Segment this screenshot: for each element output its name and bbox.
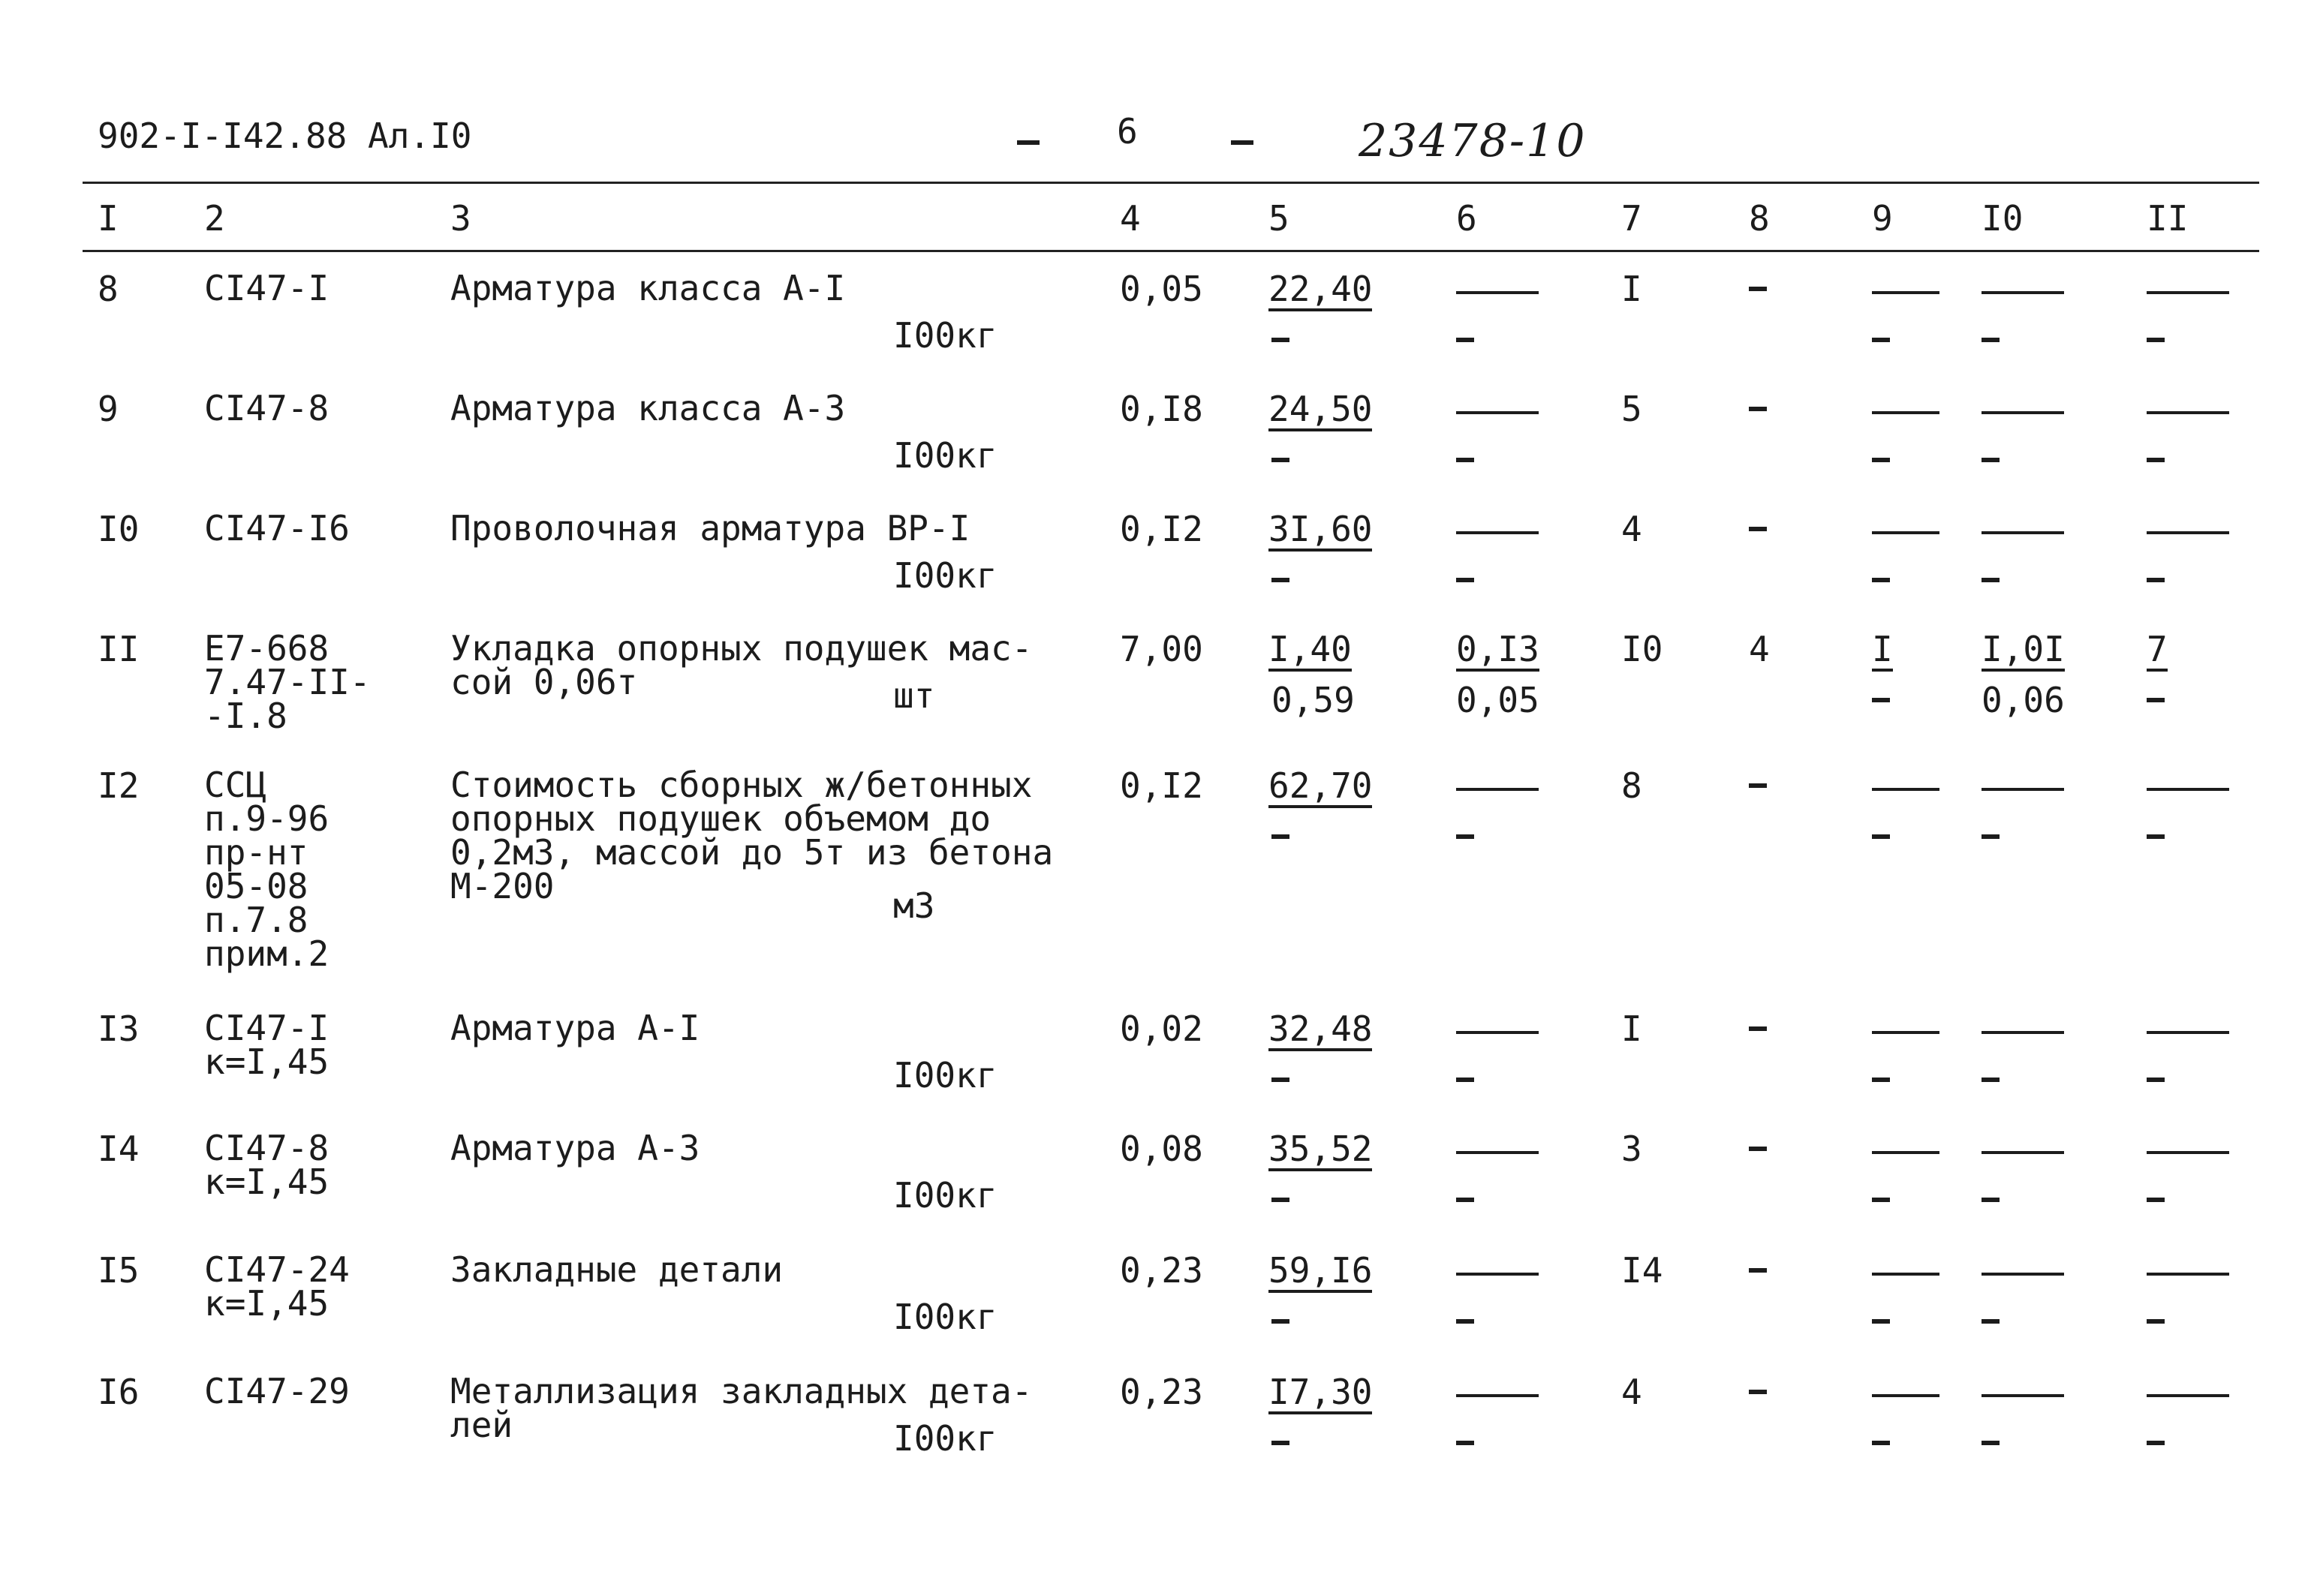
row-col7: 8 [1621, 765, 1642, 806]
column-header-1: I [98, 198, 119, 239]
row-col10-blank [1982, 411, 2064, 414]
row-col8-dash [1749, 783, 1767, 788]
row-col10-blank [1982, 1151, 2064, 1154]
row-number: I0 [98, 509, 140, 549]
row-col9-bottom-dash [1872, 1198, 1890, 1202]
row-code: CI47-I к=I,45 [204, 1008, 330, 1082]
row-col11-bottom-dash [2147, 1441, 2165, 1445]
row-col8-dash [1749, 527, 1767, 531]
row-col5-bottom-dash [1271, 1198, 1289, 1202]
row-unit: I00кг [893, 1175, 998, 1216]
table-header-rule [83, 250, 2259, 252]
row-col6-blank [1456, 1394, 1539, 1397]
row-col9-bottom-dash [1872, 578, 1890, 582]
row-col11-bottom-dash [2147, 458, 2165, 462]
row-col10-bottom-dash [1982, 834, 2000, 839]
row-col5-bottom: 0,59 [1271, 680, 1355, 720]
row-col10-bottom-dash [1982, 1198, 2000, 1202]
row-col9-bottom-dash [1872, 1441, 1890, 1445]
document-code: 902-I-I42.88 Ал.I0 [98, 116, 472, 156]
row-code: CI47-29 [204, 1371, 350, 1411]
row-col10-bottom-dash [1982, 338, 2000, 342]
column-header-5: 5 [1268, 198, 1289, 239]
row-col10-bottom-dash [1982, 458, 2000, 462]
row-col9-bottom-dash [1872, 1078, 1890, 1082]
row-col11-blank [2147, 1031, 2229, 1034]
header-dash-left [1017, 140, 1040, 145]
row-col11-blank [2147, 1273, 2229, 1276]
row-col5-top: 59,I6 [1268, 1253, 1372, 1293]
row-col8-dash [1749, 1268, 1767, 1273]
row-unit: шт [893, 675, 935, 716]
row-quantity: 0,I2 [1120, 509, 1203, 549]
row-quantity: 0,05 [1120, 269, 1203, 309]
row-col9-bottom-dash [1872, 458, 1890, 462]
row-number: I6 [98, 1372, 140, 1412]
row-col5-bottom-dash [1271, 338, 1289, 342]
row-col10-blank [1982, 788, 2064, 791]
row-col10-blank [1982, 1031, 2064, 1034]
row-col10-bottom: 0,06 [1982, 680, 2065, 720]
column-header-7: 7 [1621, 198, 1642, 239]
row-col11-top: 7 [2147, 632, 2168, 672]
row-col5-top: 22,40 [1268, 272, 1372, 311]
row-col8-dash [1749, 1147, 1767, 1151]
row-col6-bottom: 0,05 [1456, 680, 1539, 720]
table-top-rule [83, 182, 2259, 184]
row-col6-bottom-dash [1456, 1441, 1474, 1445]
row-col5-top: 24,50 [1268, 392, 1372, 431]
row-col5-top: 62,70 [1268, 768, 1372, 808]
row-col7: 3 [1621, 1129, 1642, 1169]
row-unit: м3 [893, 885, 935, 926]
row-unit: I00кг [893, 1055, 998, 1096]
row-col6-bottom-dash [1456, 458, 1474, 462]
page-number: 6 [1117, 111, 1138, 152]
row-col6-blank [1456, 1031, 1539, 1034]
row-col5-bottom-dash [1271, 1441, 1289, 1445]
row-description: Стоимость сборных ж/бетонных опорных подушек объемом до 0,2м3, массой до 5т из бетона М-200 [450, 765, 1054, 906]
row-quantity: 0,08 [1120, 1129, 1203, 1169]
row-quantity: 0,I8 [1120, 389, 1203, 429]
row-col6-bottom-dash [1456, 578, 1474, 582]
row-col11-bottom-dash [2147, 834, 2165, 839]
row-quantity: 0,I2 [1120, 765, 1203, 806]
row-col9-blank [1872, 1151, 1939, 1154]
row-col9-blank [1872, 1273, 1939, 1276]
row-col9-blank [1872, 411, 1939, 414]
column-header-10: I0 [1982, 198, 2024, 239]
row-col11-bottom-dash [2147, 338, 2165, 342]
row-col8-dash [1749, 407, 1767, 411]
row-col6-blank [1456, 788, 1539, 791]
row-col6-blank [1456, 531, 1539, 534]
row-col10-bottom-dash [1982, 1441, 2000, 1445]
row-code: CI47-24 к=I,45 [204, 1249, 350, 1324]
row-unit: I00кг [893, 315, 998, 356]
row-col5-top: I,40 [1268, 632, 1352, 672]
row-number: I2 [98, 765, 140, 806]
row-col6-bottom-dash [1456, 1078, 1474, 1082]
row-unit: I00кг [893, 435, 998, 476]
row-col9-bottom-dash [1872, 834, 1890, 839]
header-dash-right [1231, 140, 1253, 145]
row-code: CI47-I [204, 268, 330, 308]
row-col8-dash [1749, 287, 1767, 291]
row-description: Арматура класса А-I [450, 268, 846, 308]
row-number: I5 [98, 1250, 140, 1291]
row-number: 8 [98, 269, 119, 309]
row-number: I3 [98, 1008, 140, 1049]
row-col11-blank [2147, 291, 2229, 294]
row-description: Металлизация закладных дета- лей [450, 1371, 1033, 1445]
row-col5-bottom-dash [1271, 578, 1289, 582]
row-col9-blank [1872, 788, 1939, 791]
column-header-2: 2 [204, 198, 225, 239]
row-col11-blank [2147, 531, 2229, 534]
row-col7: I [1621, 1008, 1642, 1049]
row-quantity: 0,23 [1120, 1372, 1203, 1412]
row-col11-bottom-dash [2147, 698, 2165, 702]
row-col10-blank [1982, 531, 2064, 534]
row-col10-bottom-dash [1982, 578, 2000, 582]
row-col9-bottom-dash [1872, 698, 1890, 702]
row-col5-top: 35,52 [1268, 1132, 1372, 1171]
row-description: Укладка опорных подушек мас- сой 0,06т [450, 628, 1033, 702]
row-col10-blank [1982, 1273, 2064, 1276]
row-col7: 4 [1621, 509, 1642, 549]
row-description: Арматура класса А-3 [450, 388, 846, 428]
column-header-11: II [2147, 198, 2189, 239]
row-col7: I4 [1621, 1250, 1663, 1291]
row-description: Закладные детали [450, 1249, 784, 1290]
row-col7: 5 [1621, 389, 1642, 429]
handwritten-number: 23478-10 [1359, 115, 1587, 167]
row-col9-bottom-dash [1872, 1319, 1890, 1324]
row-col8-dash [1749, 1026, 1767, 1031]
row-col6-blank [1456, 1273, 1539, 1276]
row-col8-dash [1749, 1390, 1767, 1394]
row-description: Арматура А-I [450, 1008, 700, 1048]
row-quantity: 0,02 [1120, 1008, 1203, 1049]
row-col7: I [1621, 269, 1642, 309]
row-col5-bottom-dash [1271, 834, 1289, 839]
row-col9-bottom-dash [1872, 338, 1890, 342]
row-col10-bottom-dash [1982, 1319, 2000, 1324]
row-col7: 4 [1621, 1372, 1642, 1412]
row-col9-blank [1872, 291, 1939, 294]
column-header-9: 9 [1872, 198, 1893, 239]
row-unit: I00кг [893, 1418, 998, 1459]
row-col8: 4 [1749, 629, 1770, 669]
row-col9-blank [1872, 1031, 1939, 1034]
row-unit: I00кг [893, 555, 998, 596]
column-header-4: 4 [1120, 198, 1141, 239]
row-col11-blank [2147, 788, 2229, 791]
row-col9-blank [1872, 531, 1939, 534]
row-number: II [98, 629, 140, 669]
row-description: Проволочная арматура ВР-I [450, 508, 970, 549]
row-col11-bottom-dash [2147, 1198, 2165, 1202]
row-col10-blank [1982, 1394, 2064, 1397]
row-code: Е7-668 7.47-II- -I.8 [204, 628, 371, 736]
row-code: CI47-I6 [204, 508, 350, 549]
row-col11-bottom-dash [2147, 1078, 2165, 1082]
row-description: Арматура А-3 [450, 1128, 700, 1168]
row-unit: I00кг [893, 1297, 998, 1337]
row-col10-bottom-dash [1982, 1078, 2000, 1082]
row-col10-blank [1982, 291, 2064, 294]
row-col10-top: I,0I [1982, 632, 2065, 672]
row-col11-blank [2147, 1394, 2229, 1397]
row-code: CI47-8 к=I,45 [204, 1128, 330, 1202]
row-col5-bottom-dash [1271, 1319, 1289, 1324]
row-col5-top: 32,48 [1268, 1011, 1372, 1051]
row-col6-bottom-dash [1456, 1198, 1474, 1202]
row-col11-blank [2147, 411, 2229, 414]
row-col5-bottom-dash [1271, 458, 1289, 462]
row-col6-bottom-dash [1456, 834, 1474, 839]
row-quantity: 7,00 [1120, 629, 1203, 669]
row-code: CI47-8 [204, 388, 330, 428]
row-col11-blank [2147, 1151, 2229, 1154]
row-col5-bottom-dash [1271, 1078, 1289, 1082]
column-header-8: 8 [1749, 198, 1770, 239]
row-number: 9 [98, 389, 119, 429]
column-header-6: 6 [1456, 198, 1477, 239]
row-col6-top: 0,I3 [1456, 632, 1539, 672]
row-col5-top: 3I,60 [1268, 512, 1372, 552]
row-col6-blank [1456, 291, 1539, 294]
row-col11-bottom-dash [2147, 1319, 2165, 1324]
row-col5-top: I7,30 [1268, 1375, 1372, 1414]
row-col9-blank [1872, 1394, 1939, 1397]
row-col6-bottom-dash [1456, 1319, 1474, 1324]
row-col6-bottom-dash [1456, 338, 1474, 342]
row-col11-bottom-dash [2147, 578, 2165, 582]
row-code: ССЦ п.9-96 пр-нт 05-08 п.7.8 прим.2 [204, 765, 330, 974]
column-header-3: 3 [450, 198, 471, 239]
row-quantity: 0,23 [1120, 1250, 1203, 1291]
row-col6-blank [1456, 411, 1539, 414]
row-col6-blank [1456, 1151, 1539, 1154]
row-number: I4 [98, 1129, 140, 1169]
row-col9-top: I [1872, 632, 1893, 672]
row-col7: I0 [1621, 629, 1663, 669]
